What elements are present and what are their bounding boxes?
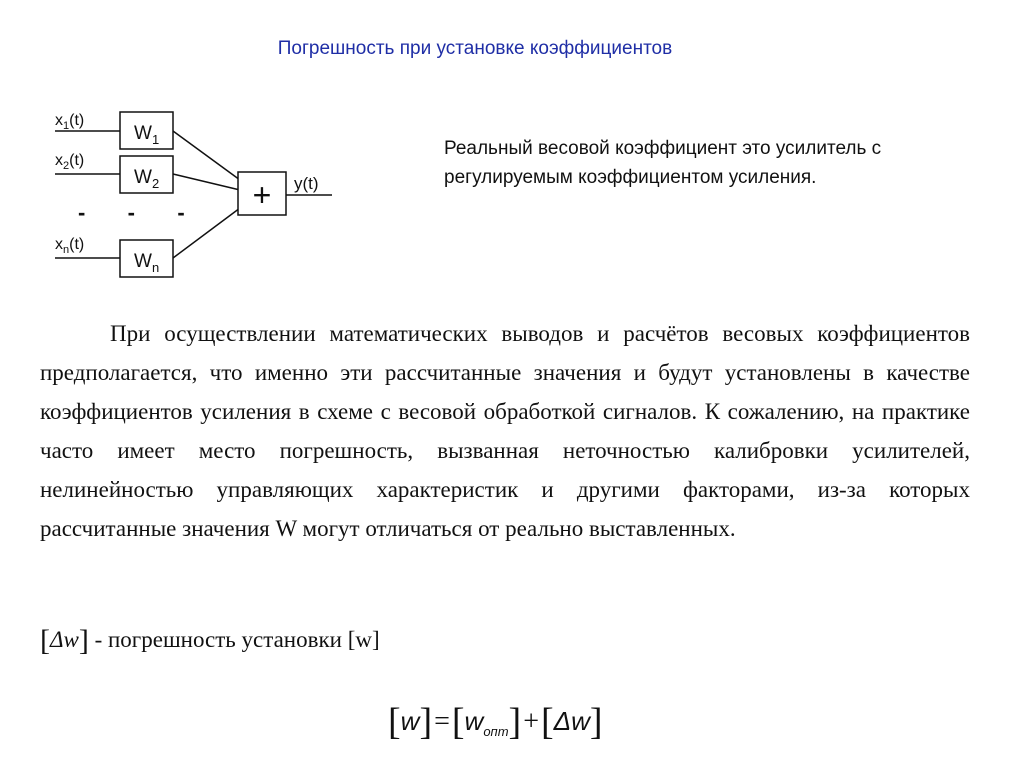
- delta-symbol: Δw: [50, 627, 79, 652]
- input-label-1: $x_1(t)$: [55, 112, 85, 132]
- delta-definition: [40, 624, 380, 658]
- formula-term2: Δw: [553, 706, 590, 736]
- delta-definition-text: - погрешность установки [w]: [88, 627, 380, 652]
- ellipsis-dashes: - - -: [78, 200, 191, 225]
- weight-label-1: $W_1$: [134, 123, 160, 147]
- formula: $[w]=[w_{опт}]+[\Delta w]$: [388, 701, 603, 743]
- weight-label-2: $W_2$: [134, 167, 160, 191]
- formula-lhs: w: [400, 706, 420, 736]
- formula-term1-subscript: опт: [483, 724, 509, 740]
- summer-plus: +: [252, 177, 272, 213]
- formula-equals: =: [434, 706, 450, 737]
- input-label-n: $x_n(t)$: [55, 236, 85, 256]
- formula-term1: w: [464, 706, 484, 736]
- input-label-2: $x_2(t)$: [55, 152, 85, 172]
- weighted-sum-diagram: [40, 98, 360, 288]
- note-text: Реальный весовой коэффициент это усилитель с регулируемым коэффициентом усиления.: [444, 138, 882, 188]
- paragraph-text: При осуществлении математических выводов и расчётов весовых коэффициентов предполагается, что именно эти рассчитанные значения и будут установлены в качестве коэффициентов усиления в схеме с весовой обработкой сигналов. К сожалению, на практике часто имеет место погрешность, вызванная неточностью калибровки усилителей, нелинейностью управляющих характеристик и другими факторами, из-за которых рассчитанные значения W могут отличаться от реально выставленных.: [40, 321, 970, 541]
- close-bracket: ]: [78, 624, 89, 657]
- connector-1: [173, 131, 240, 180]
- open-bracket: [: [40, 624, 50, 657]
- slide-title: Погрешность при установке коэффициентов: [277, 38, 673, 59]
- formula-plus: +: [523, 706, 539, 737]
- weight-label-n: $W_n$: [134, 251, 160, 275]
- body-paragraph: [40, 314, 970, 548]
- output-label: y(t): [294, 174, 319, 193]
- connector-2: [173, 174, 240, 190]
